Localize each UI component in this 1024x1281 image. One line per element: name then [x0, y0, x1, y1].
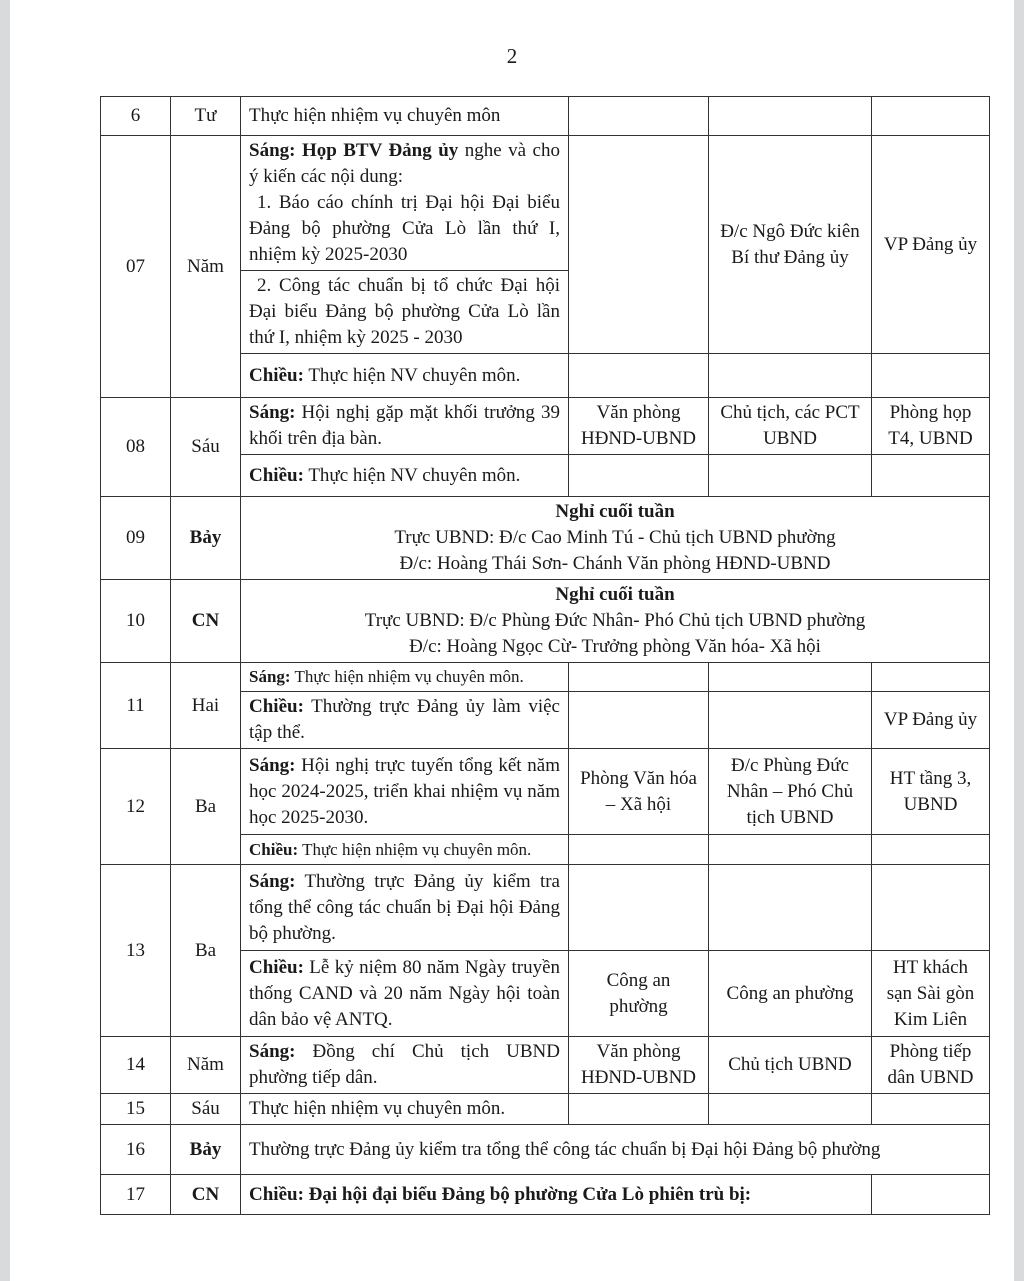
weekday-cell: Sáu [171, 1094, 241, 1125]
unit-cell [569, 663, 709, 692]
place-cell: HT tầng 3, UBND [872, 749, 990, 835]
afternoon-text: Thường trực Đảng ủy làm việc tập thể. [249, 696, 560, 743]
day-cell: 16 [101, 1125, 171, 1175]
weekday-cell: CN [171, 580, 241, 663]
place-cell: Phòng họp T4, UBND [872, 398, 990, 455]
content-cell [241, 692, 569, 749]
lead-cell [709, 354, 872, 398]
weekday-cell: Tư [171, 97, 241, 136]
place-cell [872, 835, 990, 865]
table-row [101, 497, 990, 580]
table-row [101, 1125, 990, 1175]
duty-line-1: Trực UBND: Đ/c Cao Minh Tú - Chủ tịch UBND phường [394, 527, 836, 548]
lead-cell: Chủ tịch UBND [709, 1037, 872, 1094]
agenda-item-1: 1. Báo cáo chính trị Đại hội Đại biểu Đảng bộ phường Cửa Lò lần thứ I, nhiệm kỳ 2025-2030 [249, 192, 560, 265]
table-row [101, 1037, 990, 1094]
table-row [101, 398, 990, 455]
lead-cell [709, 692, 872, 749]
morning-label: Sáng: [249, 402, 296, 423]
unit-cell: Phòng Văn hóa – Xã hội [569, 749, 709, 835]
lead-cell: Chủ tịch, các PCT UBND [709, 398, 872, 455]
place-cell [872, 663, 990, 692]
lead-cell [709, 455, 872, 497]
content-cell [241, 271, 569, 354]
content-cell [241, 749, 569, 835]
content-cell: Chiều: Đại hội đại biểu Đảng bộ phường Cửa Lò phiên trù bị: [241, 1175, 872, 1215]
day-cell: 6 [101, 97, 171, 136]
unit-cell [569, 835, 709, 865]
morning-text: Đồng chí Chủ tịch UBND phường tiếp dân. [249, 1041, 560, 1088]
unit-cell [569, 354, 709, 398]
schedule-table [100, 96, 990, 1215]
agenda-item-2: 2. Công tác chuẩn bị tổ chức Đại hội Đại biểu Đảng bộ phường Cửa Lò lần thứ I, nhiệm kỳ 2025 - 2030 [249, 275, 560, 348]
lead-cell [709, 865, 872, 951]
morning-text: nghe và cho ý kiến các nội dung: [249, 140, 560, 187]
weekend-cell [241, 580, 990, 663]
content-cell: Thực hiện nhiệm vụ chuyên môn. [241, 1094, 569, 1125]
lead-line-1: Đ/c Ngô Đức kiên [720, 220, 860, 242]
weekday-cell: Năm [171, 1037, 241, 1094]
content-cell [241, 455, 569, 497]
unit-cell [569, 97, 709, 136]
day-cell: 15 [101, 1094, 171, 1125]
morning-label: Sáng: [249, 870, 296, 892]
table-row [101, 1175, 990, 1215]
unit-cell [569, 865, 709, 951]
lead-cell [709, 835, 872, 865]
unit-cell [569, 136, 709, 354]
place-cell: VP Đảng ủy [872, 136, 990, 354]
weekend-title: Nghỉ cuối tuần [555, 584, 675, 605]
day-cell: 11 [101, 663, 171, 749]
morning-label: Sáng: [249, 754, 296, 776]
place-cell [872, 455, 990, 497]
day-cell: 12 [101, 749, 171, 865]
duty-line-2: Đ/c: Hoàng Ngọc Cừ- Trưởng phòng Văn hóa- Xã hội [409, 636, 821, 657]
content-cell [241, 398, 569, 455]
day-cell: 10 [101, 580, 171, 663]
afternoon-text: Thực hiện nhiệm vụ chuyên môn. [298, 839, 532, 859]
weekday-cell: CN [171, 1175, 241, 1215]
morning-label: Sáng: [249, 140, 296, 161]
day-cell: 14 [101, 1037, 171, 1094]
place-cell [872, 1094, 990, 1125]
afternoon-text: Thực hiện NV chuyên môn. [303, 364, 521, 386]
content-cell [241, 136, 569, 271]
place-cell [872, 97, 990, 136]
duty-line-1: Trực UBND: Đ/c Phùng Đức Nhân- Phó Chủ tịch UBND phường [364, 610, 866, 631]
afternoon-label: Chiều: [249, 464, 304, 486]
day-cell: 07 [101, 136, 171, 398]
content-cell [241, 865, 569, 951]
unit-cell: Văn phòng HĐND-UBND [569, 398, 709, 455]
content-cell: Thực hiện nhiệm vụ chuyên môn [241, 97, 569, 136]
morning-text: Hội nghị gặp mặt khối trưởng 39 khối trên địa bàn. [249, 402, 560, 449]
weekday-cell: Bảy [171, 1125, 241, 1175]
day-cell: 13 [101, 865, 171, 1037]
day-cell: 17 [101, 1175, 171, 1215]
day-cell: 09 [101, 497, 171, 580]
unit-cell: Văn phòng HĐND-UBND [569, 1037, 709, 1094]
morning-text: Hội nghị trực tuyến tổng kết năm học 2024-2025, triển khai nhiệm vụ năm học 2025-2030. [249, 754, 560, 828]
lead-line-2: Bí thư Đảng ủy [731, 246, 849, 268]
content-cell [241, 835, 569, 865]
duty-line-2: Đ/c: Hoàng Thái Sơn- Chánh Văn phòng HĐND-UBND [399, 553, 831, 574]
unit-cell: Công an phường [569, 951, 709, 1037]
place-cell: VP Đảng ủy [872, 692, 990, 749]
weekend-cell [241, 497, 990, 580]
place-cell: HT khách sạn Sài gòn Kim Liên [872, 951, 990, 1037]
afternoon-label: Chiều: [249, 956, 304, 978]
lead-cell [709, 97, 872, 136]
unit-cell [569, 455, 709, 497]
weekday-cell: Bảy [171, 497, 241, 580]
day-cell: 08 [101, 398, 171, 497]
weekday-cell: Hai [171, 663, 241, 749]
lead-cell [709, 663, 872, 692]
lead-cell: Đ/c Phùng Đức Nhân – Phó Chủ tịch UBND [709, 749, 872, 835]
content-cell [241, 354, 569, 398]
table-row [101, 1094, 990, 1125]
afternoon-text: Thực hiện NV chuyên môn. [303, 464, 521, 486]
lead-cell [709, 136, 872, 354]
document-page [10, 0, 1014, 1281]
morning-text: Thực hiện nhiệm vụ chuyên môn. [290, 667, 524, 686]
lead-cell [709, 1094, 872, 1125]
table-row [101, 663, 990, 692]
place-cell [872, 354, 990, 398]
weekday-cell: Ba [171, 865, 241, 1037]
afternoon-label: Chiều: [249, 696, 304, 717]
table-row [101, 97, 990, 136]
table-row [101, 136, 990, 271]
weekday-cell: Ba [171, 749, 241, 865]
lead-cell: Công an phường [709, 951, 872, 1037]
afternoon-text: Lễ kỷ niệm 80 năm Ngày truyền thống CAND và 20 năm Ngày hội toàn dân bảo vệ ANTQ. [249, 956, 560, 1030]
morning-label: Sáng: [249, 1041, 296, 1062]
weekday-cell: Sáu [171, 398, 241, 497]
content-cell [241, 1037, 569, 1094]
table-row [101, 865, 990, 951]
afternoon-label: Chiều: [249, 364, 304, 386]
page-number: 2 [506, 44, 518, 68]
content-cell [241, 663, 569, 692]
morning-label: Sáng: [249, 667, 291, 686]
table-row [101, 749, 990, 835]
place-cell [872, 1175, 990, 1215]
place-cell [872, 865, 990, 951]
weekend-title: Nghỉ cuối tuần [555, 501, 675, 522]
afternoon-label: Chiều: [249, 839, 299, 859]
place-cell: Phòng tiếp dân UBND [872, 1037, 990, 1094]
content-cell: Thường trực Đảng ủy kiểm tra tổng thể công tác chuẩn bị Đại hội Đảng bộ phường [241, 1125, 990, 1175]
table-row [101, 580, 990, 663]
unit-cell [569, 692, 709, 749]
content-cell [241, 951, 569, 1037]
morning-title: Họp BTV Đảng ủy [301, 140, 459, 161]
weekday-cell: Năm [171, 136, 241, 398]
morning-text: Thường trực Đảng ủy kiểm tra tổng thể công tác chuẩn bị Đại hội Đảng bộ phường. [249, 870, 560, 944]
unit-cell [569, 1094, 709, 1125]
